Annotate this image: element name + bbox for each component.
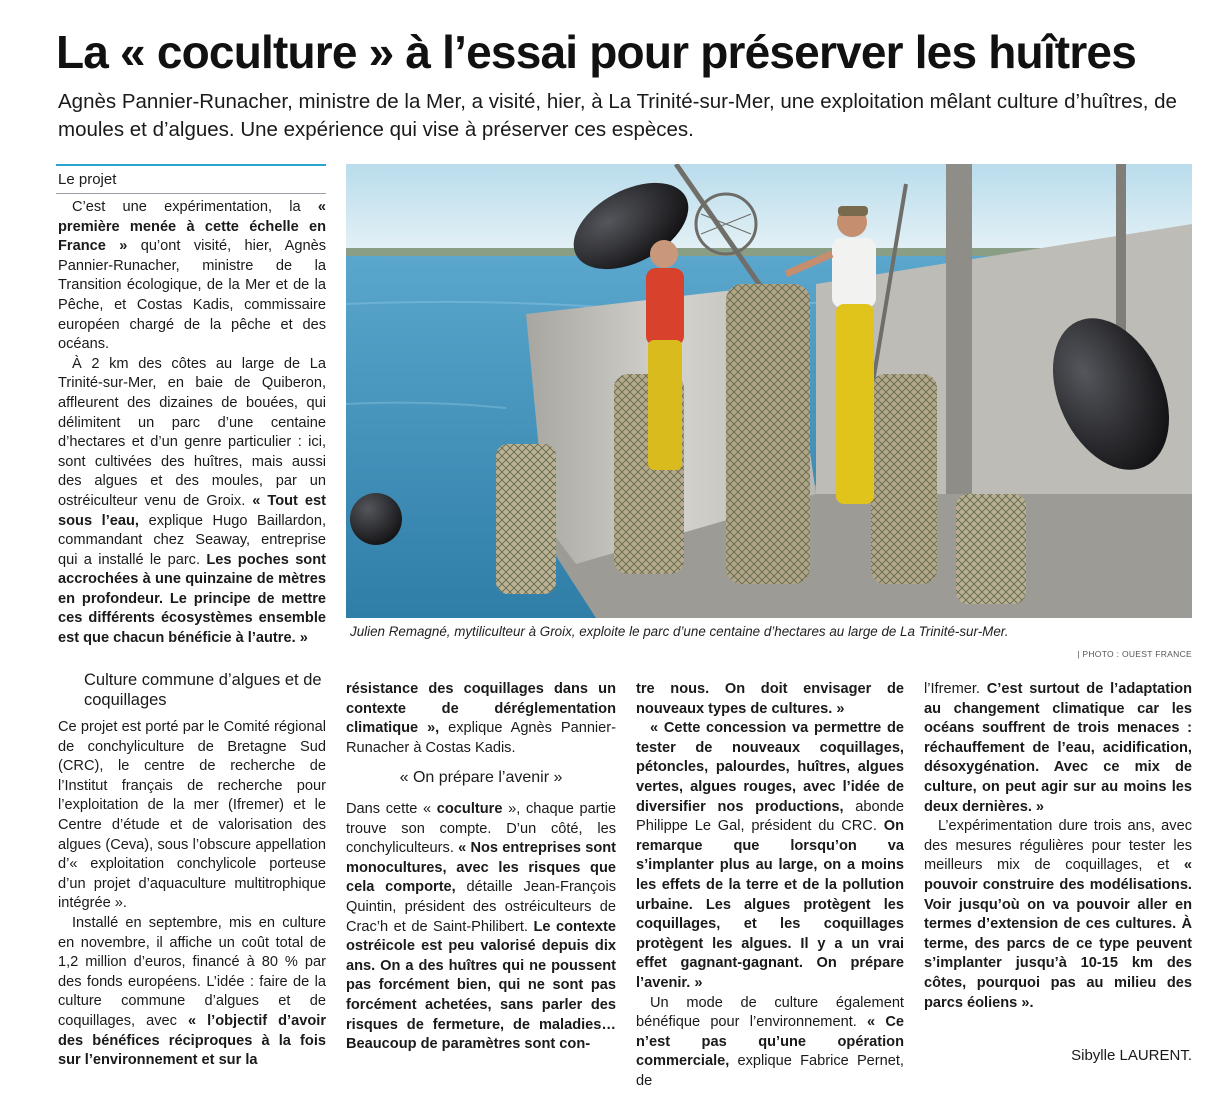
quote: On remarque que lorsqu’on va s’implanter plus au large, on a moins les effets de la terre et de la pollution urbaine. Les algues protègent les coquillages, et les coquillages protègent les algues. Il y a un vrai effet gagnant-gagnant. On prépare l’avenir. »	[636, 818, 904, 991]
text: qu’ont visité, hier, Agnès Pannier-Runacher, ministre de la Transition écologique, de la Mer et de la Pêche, et Costas Kadis, commissaire européen chargé de la pêche et des océans.	[58, 238, 326, 353]
quote: C’est surtout de l’adaptation au changement climatique car les océans souffrent de trois menaces : réchauffement de l’eau, acidification, désoxygénation. Avec ce mix de culture, on peut agir sur au moins les deux dernières. »	[924, 681, 1192, 815]
text: l’Ifremer.	[924, 681, 987, 697]
photo-caption: Julien Remagné, mytiliculteur à Groix, exploite le parc d’une centaine d’hectares au large de La Trinité-sur-Mer.	[350, 624, 1009, 639]
column-1-continued	[58, 718, 326, 1071]
quote: Le contexte ostréicole est peu valorisé depuis dix ans. On a des huîtres qui ne poussent pas forcément bien, qui ne sont pas forcément achetées, sans parler des risques de fermeture, de maladies… Beaucoup de paramètres sont con-	[346, 918, 616, 1053]
quote: « Cette concession va permettre de tester de nouveaux coquillages, pétoncles, palourdes, huîtres, algues vertes, algues rouges, avec l’idée de diversifier nos productions,	[636, 720, 904, 815]
text: À 2 km des côtes au large de La Trinité-sur-Mer, en baie de Quiberon, affleurent des dizaines de bouées, qui délimitent un parc d’une centaine d’hectares et d’un genre particulier : ici, sont cultivées des huîtres, mais aussi des algues et des moules, par un ostréiculteur venu de Groix.	[58, 355, 326, 509]
paragraph	[924, 680, 1192, 817]
rubric-label: Le projet	[58, 171, 117, 188]
paragraph	[58, 198, 326, 355]
text: », chaque partie trouve son compte. D’un côté, les conchyliculteurs.	[346, 800, 616, 857]
quote: Les poches sont accrochées à une quinzaine de mètres en profondeur. Le principe de mettre ces différents écosystèmes ensemble est que chacun bénéficie à l’autre. »	[58, 551, 326, 647]
photo-credit: | PHOTO : OUEST FRANCE	[1077, 649, 1192, 659]
paragraph	[58, 355, 326, 649]
subheading: Culture commune d’algues et de coquillages	[84, 671, 322, 709]
paragraph	[58, 914, 326, 1071]
paragraph	[346, 680, 616, 758]
worker-woman	[646, 240, 684, 470]
quote: « l’objectif d’avoir des bénéfices réciproques à la fois sur l’environnement et sur la	[58, 1012, 326, 1069]
text: Installé en septembre, mis en culture en novembre, il affiche un coût total de 1,2 million d’euros, financé à 80 % par des fonds européens. L’idée : faire de la culture commune d’algues et de coquillages, avec	[58, 914, 326, 1029]
quote: « Ce n’est pas qu’une opération commerciale,	[636, 1014, 904, 1070]
paragraph	[924, 817, 1192, 1013]
quote: « Tout est sous l’eau,	[58, 492, 326, 529]
quote: « Nos entreprises sont monocultures, avec les risques que cela comporte,	[346, 840, 617, 896]
byline: Sibylle LAURENT.	[1071, 1047, 1192, 1064]
paragraph	[636, 719, 904, 993]
photo-illustration	[346, 164, 1192, 618]
column-2	[346, 680, 616, 1055]
buoy-small	[350, 493, 402, 545]
paragraph	[346, 800, 616, 1055]
standfirst: Agnès Pannier-Runacher, ministre de la Mer, a visité, hier, à La Trinité-sur-Mer, une exploitation mêlant culture d’huîtres, de moules et d’algues. Une expérience qui vise à préserver ces espèces.	[58, 90, 1177, 141]
text: explique Hugo Baillardon, commandant chez Seaway, entreprise qui a installé le parc.	[58, 512, 326, 568]
column-1	[58, 198, 326, 649]
sky	[346, 164, 1192, 256]
text: C’est une expérimentation, la	[72, 199, 318, 215]
text: Un mode de culture également bénéfique pour l’environnement.	[636, 994, 904, 1031]
text: explique Agnès Pannier-Runacher à Costas Kadis.	[346, 720, 617, 756]
text: L’expérimentation dure trois ans, avec des mesures régulières pour tester les meilleurs mix de coquillages, et	[924, 818, 1192, 874]
paragraph	[636, 680, 904, 719]
column-4	[924, 680, 1192, 1013]
inter-title: « On prépare l’avenir »	[399, 769, 563, 787]
quote: « première menée à cette échelle en France »	[58, 199, 326, 255]
quote: résistance des coquillages dans un contexte de déréglementation climatique »,	[346, 681, 616, 737]
text: Dans cette «	[346, 800, 437, 817]
column-3	[636, 680, 904, 1091]
quote: tre nous. On doit envisager de nouveaux types de cultures. »	[636, 681, 904, 717]
text: détaille Jean-François Quintin, président des ostréiculteurs de Crac’h et de Saint-Philibert.	[346, 879, 616, 935]
quote: « pouvoir construire des modélisations. Voir jusqu’où on va pouvoir aller en termes d’extension de ces cultures. À terme, des parcs de ce type peuvent s’implanter jusqu’à 10-15 km des côtes, pourquoi pas au milieu des parcs éoliens ».	[924, 857, 1192, 1011]
text: explique Fabrice Pernet, de	[636, 1053, 904, 1089]
photo	[346, 164, 1192, 618]
headline: La « coculture » à l’essai pour préserver les huîtres	[56, 26, 1136, 78]
paragraph: Ce projet est porté par le Comité régional de conchyliculture de Bretagne Sud (CRC), le centre de recherche de l’Institut français de recherche pour l’exploitation de la mer (Ifremer) et le Centre d’étude et de valorisation des algues (Ceva), sous l’obscure appellation d’« exploitation conchylicole porteuse d’un projet d’aquaculture multitrophique intégrée ».	[58, 719, 326, 912]
rubric-box	[56, 164, 326, 194]
text: abonde Philippe Le Gal, président du CRC.	[636, 798, 904, 835]
term: coculture	[436, 800, 503, 817]
paragraph	[636, 994, 904, 1092]
